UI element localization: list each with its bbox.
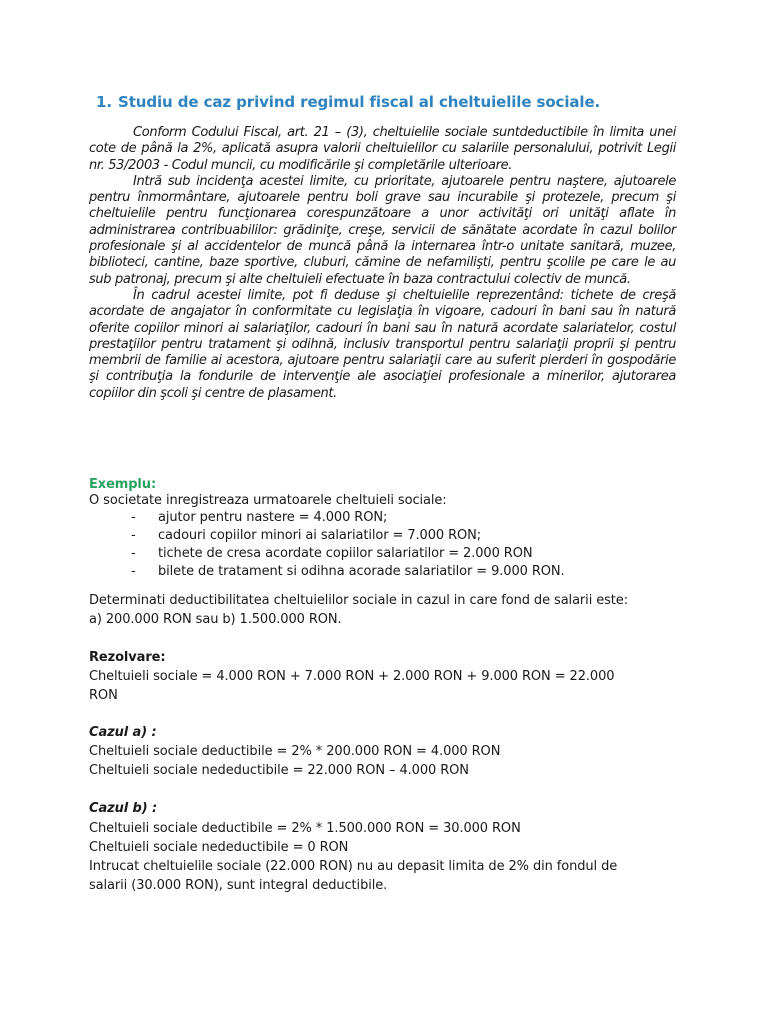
list-item: [131, 545, 691, 563]
list-item-text: ajutor pentru nastere = 4.000 RON;: [158, 510, 388, 525]
case-a-text: [89, 742, 689, 780]
example-intro: O societate inregistreaza urmatoarele cheltuieli sociale:: [89, 493, 447, 508]
bullet-marker: -: [131, 510, 136, 525]
case-b-title: Cazul b) :: [89, 801, 158, 816]
solution-line-2: RON: [89, 688, 118, 703]
case-b-line-3: Intrucat cheltuielile sociale (22.000 RON) nu au depasit limita de 2% din fondul de: [89, 859, 618, 874]
case-b-line-1: Cheltuieli sociale deductibile = 2% * 1.500.000 RON = 30.000 RON: [89, 821, 521, 836]
bullet-marker: -: [131, 546, 136, 561]
intro-text: [89, 125, 676, 402]
list-item-text: bilete de tratament si odihna acorade salariatilor = 9.000 RON.: [158, 564, 565, 579]
solution-text: [89, 667, 689, 705]
bullet-marker: -: [131, 528, 136, 543]
list-item: [131, 527, 691, 545]
intro-paragraph-2: Intră sub incidenţa acestei limite, cu prioritate, ajutoarele pentru naştere, ajutoarele pentru înmormântare, ajutoarele pentru boli grave sau incurabile şi protezele, precum şi cheltuielile pentru funcţionarea corespunzătoare a unor activităţi ori unităţi aflate în administrarea contribuabililor: grădiniţe, creşe, servicii de sănătate acordate în cazul bolilor profesionale şi al accidentelor de muncă până la internarea într-o unitate sanitară, muzee, biblioteci, cantine, baze sportive, cluburi, cămine de nefamilişti, pentru şcolile pe care le au sub patronaj, precum şi alte cheltuieli efectuate în baza contractului colectiv de muncă.: [89, 173, 676, 287]
intro-paragraph-1: Conform Codului Fiscal, art. 21 – (3), cheltuielile sociale suntdeductibile în limita unei cote de până la 2%, aplicată asupra valorii cheltuielilor cu salariile personalului, potrivit Legii nr. 53/2003 - Codul muncii, cu modificările şi completările ulterioare.: [89, 125, 676, 173]
case-b-line-4: salarii (30.000 RON), sunt integral deductibile.: [89, 878, 388, 893]
list-item: [131, 509, 691, 527]
expense-list: [131, 509, 691, 581]
list-item: [131, 563, 691, 581]
case-b-line-2: Cheltuieli sociale nedeductibile = 0 RON: [89, 840, 349, 855]
solution-title: Rezolvare:: [89, 650, 166, 665]
case-a-line-2: Cheltuieli sociale nedeductibile = 22.000 RON – 4.000 RON: [89, 763, 469, 778]
task-line-2: a) 200.000 RON sau b) 1.500.000 RON.: [89, 612, 342, 627]
case-b-text: [89, 819, 689, 895]
case-a-title: Cazul a) :: [89, 725, 157, 740]
example-title: Exemplu:: [89, 477, 157, 492]
case-a-line-1: Cheltuieli sociale deductibile = 2% * 200.000 RON = 4.000 RON: [89, 744, 501, 759]
heading-number: 1.: [96, 93, 112, 111]
bullet-marker: -: [131, 564, 136, 579]
task-line-1: Determinati deductibilitatea cheltuielilor sociale in cazul in care fond de salarii este:: [89, 593, 628, 608]
section-heading: [96, 93, 600, 111]
list-item-text: cadouri copiilor minori ai salariatilor = 7.000 RON;: [158, 528, 482, 543]
list-item-text: tichete de cresa acordate copiilor salariatilor = 2.000 RON: [158, 546, 533, 561]
task-statement: [89, 591, 689, 629]
heading-text: Studiu de caz privind regimul fiscal al cheltuielile sociale.: [118, 93, 601, 111]
intro-paragraph-3: În cadrul acestei limite, pot fi deduse şi cheltuielile reprezentând: tichete de creşă acordate de angajator în conformitate cu legislaţia în vigoare, cadouri în bani sau în natură oferite copiilor minori ai salariaţilor, cadouri în bani sau în natură acordate salariatelor, costul prestaţiilor pentru tratament şi odihnă, inclusiv transportul pentru salariaţii proprii şi pentru membrii de familie ai acestora, ajutoare pentru salariaţii care au suferit pierderi în gospodărie şi contribuţia la fondurile de intervenţie ale asociaţiei profesionale a minerilor, ajutorarea copiilor din şcoli şi centre de plasament.: [89, 287, 676, 401]
solution-line-1: Cheltuieli sociale = 4.000 RON + 7.000 RON + 2.000 RON + 9.000 RON = 22.000: [89, 669, 615, 684]
